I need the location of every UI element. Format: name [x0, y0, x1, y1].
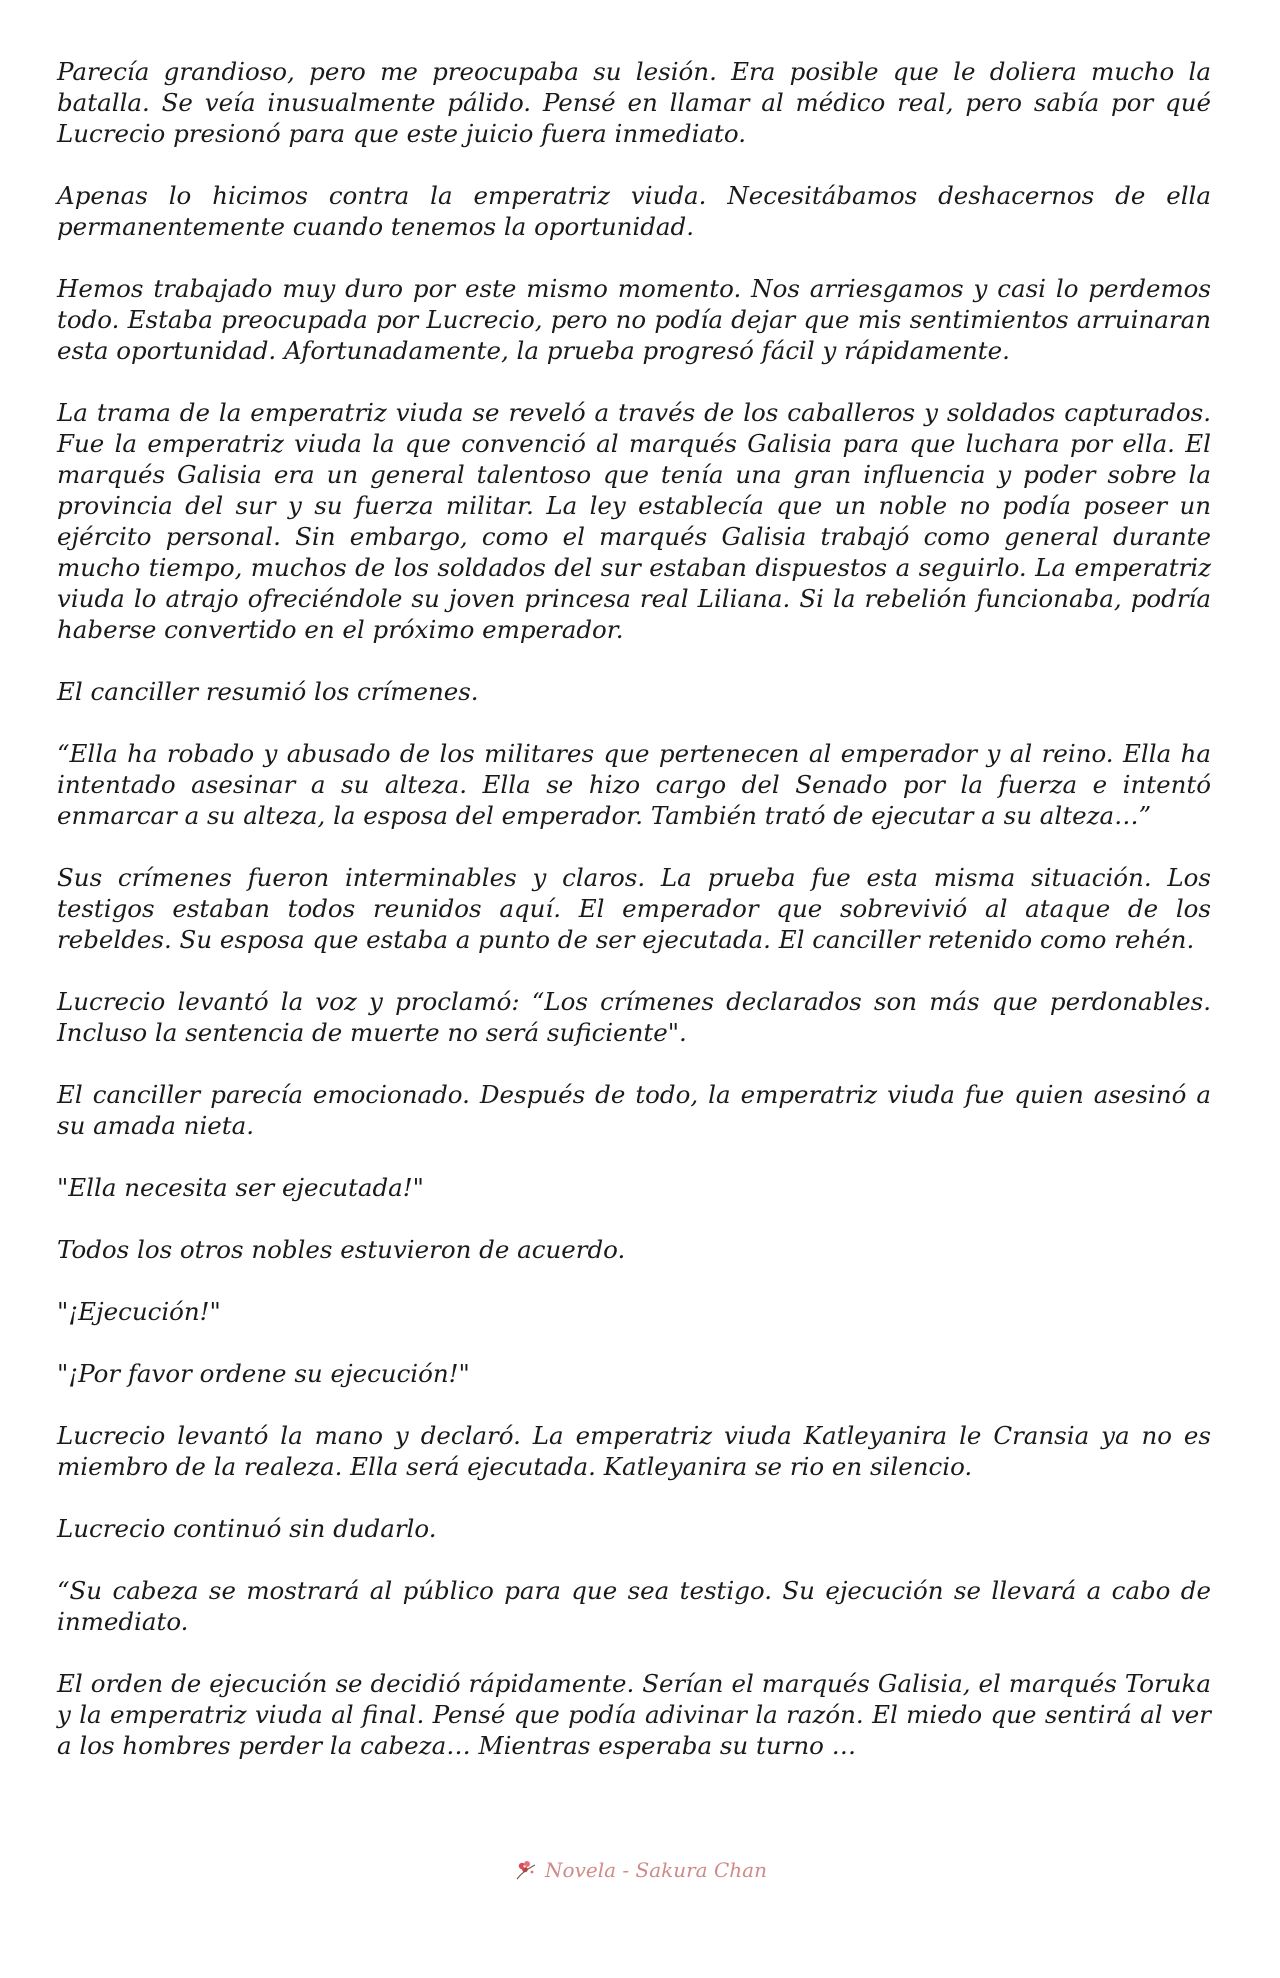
paragraph: Parecía grandioso, pero me preocupaba su lesión. Era posible que le doliera mucho la batalla. Se veía inusualmente pálido. Pensé en llamar al médico real, pero sabía por qué Lucrecio presionó para que este juicio fuera inmediato.: [57, 57, 1211, 148]
paragraph: "¡Por favor ordene su ejecución!": [57, 1359, 470, 1388]
paragraph: El canciller resumió los crímenes.: [57, 677, 479, 706]
sakura-flower-icon: [513, 1859, 539, 1881]
paragraph: “Su cabeza se mostrará al público para que sea testigo. Su ejecución se llevará a cabo de inmediato.: [57, 1576, 1211, 1636]
paragraph: El canciller parecía emocionado. Después de todo, la emperatriz viuda fue quien asesinó a su amada nieta.: [57, 1080, 1211, 1140]
paragraph: Hemos trabajado muy duro por este mismo momento. Nos arriesgamos y casi lo perdemos todo. Estaba preocupada por Lucrecio, pero no podía dejar que mis sentimientos arruinaran esta oportunidad. Afortunadamente, la prueba progresó fácil y rápidamente.: [57, 274, 1211, 365]
paragraph: Todos los otros nobles estuvieron de acuerdo.: [57, 1235, 626, 1264]
story-text: [57, 56, 1211, 1792]
paragraph: "¡Ejecución!": [57, 1297, 221, 1326]
paragraph: "Ella necesita ser ejecutada!": [57, 1173, 424, 1202]
paragraph: Lucrecio levantó la mano y declaró. La emperatriz viuda Katleyanira le Cransia ya no es miembro de la realeza. Ella será ejecutada. Katleyanira se rio en silencio.: [57, 1421, 1211, 1481]
paragraph: Sus crímenes fueron interminables y claros. La prueba fue esta misma situación. Los testigos estaban todos reunidos aquí. El emperador que sobrevivió al ataque de los rebeldes. Su esposa que estaba a punto de ser ejecutada. El canciller retenido como rehén.: [57, 863, 1211, 954]
paragraph: La trama de la emperatriz viuda se reveló a través de los caballeros y soldados capturados. Fue la emperatriz viuda la que convenció al marqués Galisia para que luchara por ella. El marqués Galisia era un general talentoso que tenía una gran influencia y poder sobre la provincia del sur y su fuerza militar. La ley establecía que un noble no podía poseer un ejército personal. Sin embargo, como el marqués Galisia trabajó como general durante mucho tiempo, muchos de los soldados del sur estaban dispuestos a seguirlo. La emperatriz viuda lo atrajo ofreciéndole su joven princesa real Liliana. Si la rebelión funcionaba, podría haberse convertido en el próximo emperador.: [57, 398, 1211, 644]
footer-watermark: [0, 1858, 1280, 1882]
footer-label: Novela - Sakura Chan: [545, 1858, 767, 1882]
paragraph: Lucrecio continuó sin dudarlo.: [57, 1514, 437, 1543]
paragraph: El orden de ejecución se decidió rápidamente. Serían el marqués Galisia, el marqués Toruka y la emperatriz viuda al final. Pensé que podía adivinar la razón. El miedo que sentirá al ver a los hombres perder la cabeza… Mientras esperaba su turno …: [57, 1669, 1211, 1760]
paragraph: Lucrecio levantó la voz y proclamó: “Los crímenes declarados son más que perdonables. Incluso la sentencia de muerte no será suficiente".: [57, 987, 1211, 1047]
paragraph: Apenas lo hicimos contra la emperatriz viuda. Necesitábamos deshacernos de ella permanentemente cuando tenemos la oportunidad.: [57, 181, 1211, 241]
paragraph: “Ella ha robado y abusado de los militares que pertenecen al emperador y al reino. Ella ha intentado asesinar a su alteza. Ella se hizo cargo del Senado por la fuerza e intentó enmarcar a su alteza, la esposa del emperador. También trató de ejecutar a su alteza…”: [57, 739, 1211, 830]
